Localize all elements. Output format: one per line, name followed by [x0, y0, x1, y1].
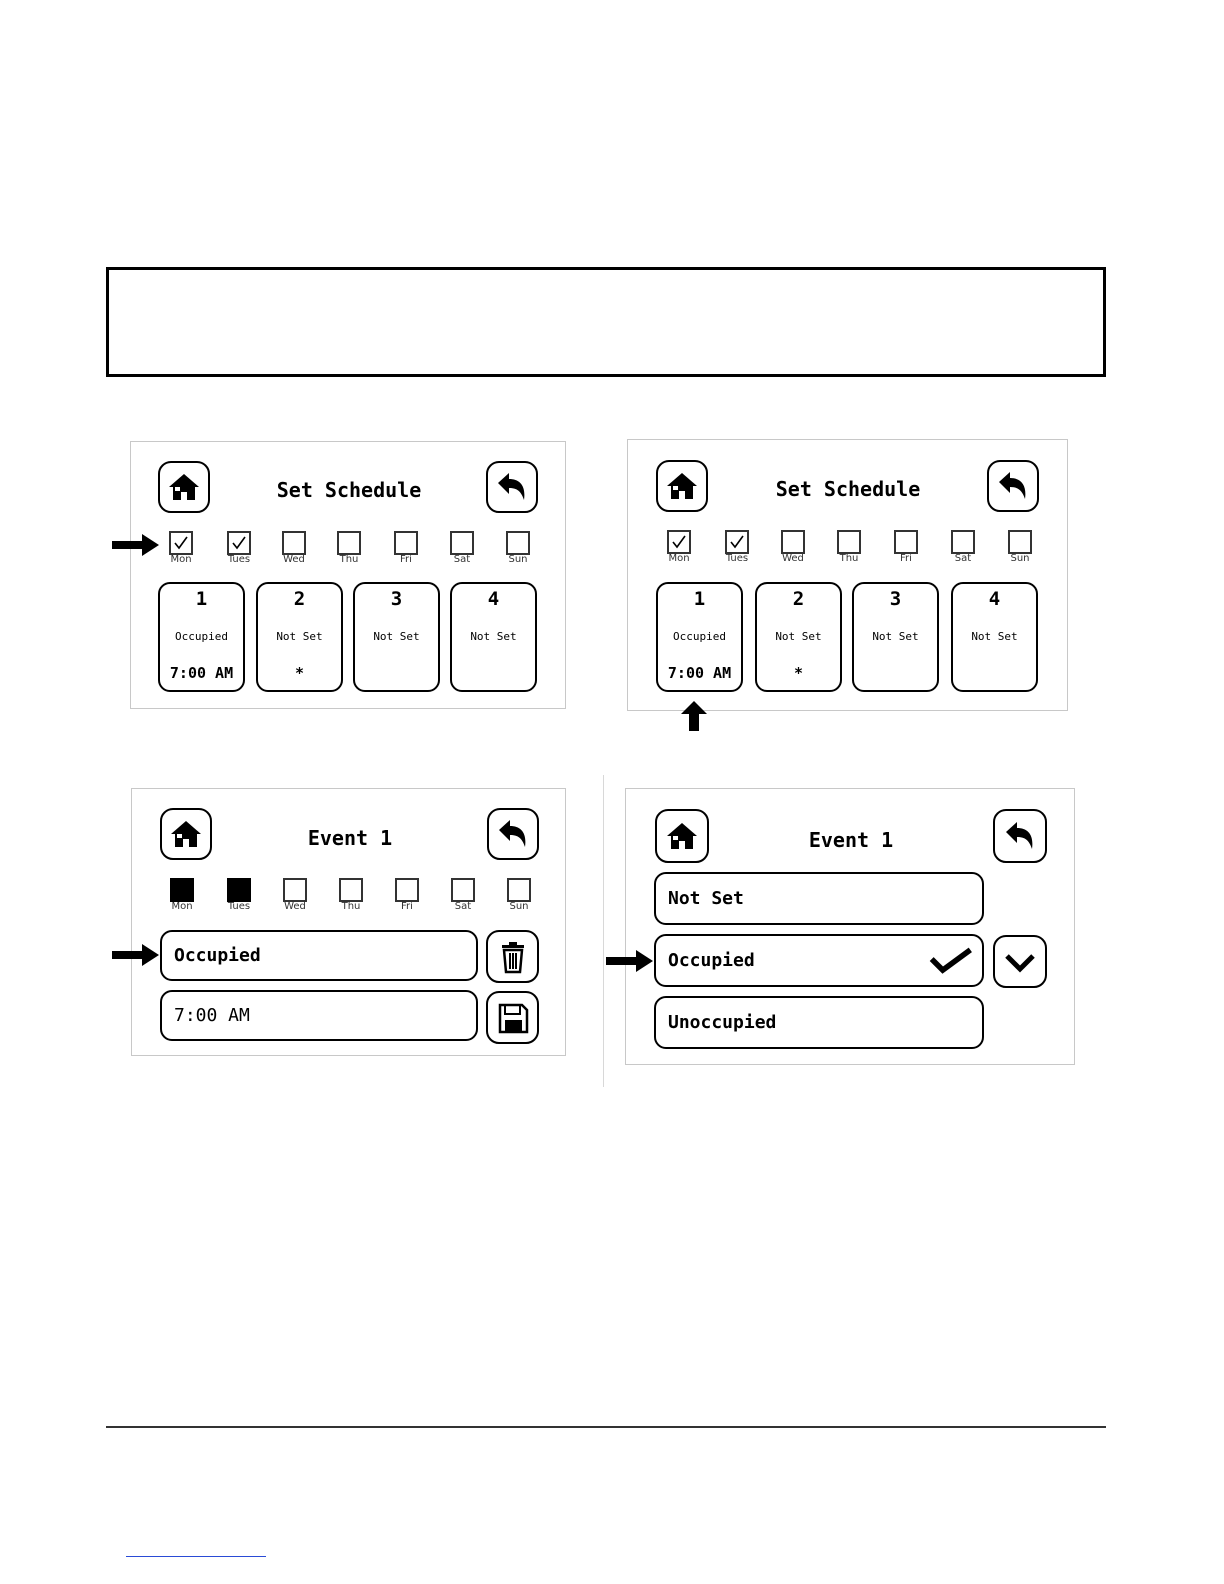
back-arrow-icon — [995, 468, 1031, 504]
day-label: Sun — [1010, 553, 1030, 564]
checkbox[interactable] — [395, 878, 419, 902]
event-card-4[interactable] — [450, 582, 537, 692]
event-number: 2 — [792, 588, 805, 610]
checkbox[interactable] — [394, 531, 418, 555]
panel-divider — [603, 775, 604, 1087]
day-label: Sat — [453, 554, 471, 565]
day-label: Mon — [668, 553, 690, 564]
delete-button[interactable] — [486, 930, 539, 983]
checkbox[interactable] — [667, 530, 691, 554]
day-label: Mon — [171, 901, 193, 912]
day-checkbox-sun[interactable] — [1007, 530, 1033, 564]
checkbox[interactable] — [170, 878, 194, 902]
event-card-2[interactable] — [755, 582, 842, 692]
note-box — [106, 267, 1106, 377]
checkmark-icon — [173, 535, 189, 551]
home-icon — [166, 469, 202, 505]
back-arrow-icon — [495, 816, 531, 852]
home-icon — [168, 816, 204, 852]
checkbox[interactable] — [507, 878, 531, 902]
save-button[interactable] — [486, 991, 539, 1044]
event-time: * — [793, 664, 804, 682]
day-label: Tues — [227, 901, 251, 912]
checkbox[interactable] — [339, 878, 363, 902]
home-button[interactable] — [158, 461, 210, 513]
day-label: Tues — [725, 553, 749, 564]
checkbox[interactable] — [1008, 530, 1032, 554]
event-number: 2 — [293, 588, 306, 610]
day-checkbox-sat[interactable] — [950, 530, 976, 564]
home-icon — [664, 818, 700, 854]
day-label: Sun — [508, 554, 528, 565]
day-checkbox-tues[interactable] — [226, 878, 252, 912]
option-not-set[interactable]: Not Set — [654, 872, 984, 925]
event-time: 7:00 AM — [169, 664, 234, 682]
event-number: 3 — [390, 588, 403, 610]
event-state: Occupied — [175, 630, 228, 643]
checkbox[interactable] — [169, 531, 193, 555]
checkbox[interactable] — [725, 530, 749, 554]
option-occupied[interactable] — [654, 934, 984, 987]
event-state: Not Set — [775, 630, 822, 643]
day-checkbox-mon[interactable] — [169, 878, 195, 912]
pointer-arrow-icon — [606, 949, 654, 973]
panel-event-1-mode-select — [625, 788, 1075, 1065]
event-card-4[interactable] — [951, 582, 1038, 692]
back-button[interactable] — [486, 461, 538, 513]
checkbox[interactable] — [894, 530, 918, 554]
event-number: 1 — [195, 588, 208, 610]
day-checkbox-sun[interactable] — [506, 878, 532, 912]
checkbox[interactable] — [450, 531, 474, 555]
checkbox[interactable] — [837, 530, 861, 554]
day-label: Sat — [454, 901, 472, 912]
event-number: 1 — [693, 588, 706, 610]
home-button[interactable] — [656, 460, 708, 512]
panel-set-schedule-1 — [130, 441, 566, 709]
checkbox[interactable] — [781, 530, 805, 554]
home-button[interactable] — [160, 808, 212, 860]
pointer-arrow-icon — [112, 533, 160, 557]
page-title: Set Schedule — [775, 477, 921, 501]
page-title: Event 1 — [808, 828, 894, 852]
day-checkbox-mon[interactable] — [168, 531, 194, 565]
day-checkbox-fri[interactable] — [893, 530, 919, 564]
scroll-down-button[interactable] — [993, 935, 1047, 988]
day-checkbox-fri[interactable] — [393, 531, 419, 565]
mode-field[interactable]: Occupied — [160, 930, 478, 981]
day-checkbox-tues[interactable] — [226, 531, 252, 565]
event-state: Occupied — [673, 630, 726, 643]
day-label: Wed — [283, 554, 305, 565]
day-checkbox-wed[interactable] — [281, 531, 307, 565]
day-checkbox-mon[interactable] — [666, 530, 692, 564]
chevron-down-icon — [1002, 944, 1038, 980]
day-label: Fri — [401, 901, 413, 912]
checkmark-icon — [928, 946, 974, 974]
back-button[interactable] — [993, 809, 1047, 863]
day-label: Sun — [509, 901, 529, 912]
page-title: Set Schedule — [276, 478, 422, 502]
day-label: Fri — [900, 553, 912, 564]
event-state: Not Set — [276, 630, 323, 643]
day-checkbox-sat[interactable] — [449, 531, 475, 565]
event-card-2[interactable] — [256, 582, 343, 692]
event-card-1[interactable] — [158, 582, 245, 692]
checkbox[interactable] — [451, 878, 475, 902]
day-checkbox-thu[interactable] — [338, 878, 364, 912]
pointer-arrow-icon — [112, 943, 160, 967]
event-number: 4 — [988, 588, 1001, 610]
event-number: 3 — [889, 588, 902, 610]
day-label: Thu — [339, 554, 359, 565]
day-label: Wed — [782, 553, 804, 564]
page-title: Event 1 — [307, 826, 393, 850]
home-button[interactable] — [655, 809, 709, 863]
day-label: Tues — [227, 554, 251, 565]
pointer-arrow-icon — [680, 701, 708, 731]
day-label: Thu — [341, 901, 361, 912]
back-arrow-icon — [1002, 818, 1038, 854]
checkbox[interactable] — [282, 531, 306, 555]
footer-link-underline[interactable] — [126, 1556, 266, 1557]
day-checkbox-sun[interactable] — [505, 531, 531, 565]
panel-set-schedule-2 — [627, 439, 1068, 711]
day-checkbox-fri[interactable] — [394, 878, 420, 912]
option-unoccupied[interactable]: Unoccupied — [654, 996, 984, 1049]
event-state: Not Set — [470, 630, 517, 643]
checkbox[interactable] — [283, 878, 307, 902]
time-field[interactable]: 7:00 AM — [160, 990, 478, 1041]
day-checkbox-wed[interactable] — [780, 530, 806, 564]
option-label: Occupied — [668, 950, 755, 971]
event-state: Not Set — [872, 630, 919, 643]
day-checkbox-tues[interactable] — [724, 530, 750, 564]
event-card-3[interactable] — [852, 582, 939, 692]
day-label: Thu — [839, 553, 859, 564]
event-card-3[interactable] — [353, 582, 440, 692]
checkbox[interactable] — [337, 531, 361, 555]
back-arrow-icon — [494, 469, 530, 505]
day-checkbox-thu[interactable] — [336, 531, 362, 565]
back-button[interactable] — [487, 808, 539, 860]
home-icon — [664, 468, 700, 504]
event-time: 7:00 AM — [667, 664, 732, 682]
checkbox[interactable] — [506, 531, 530, 555]
day-checkbox-thu[interactable] — [836, 530, 862, 564]
event-state: Not Set — [373, 630, 420, 643]
day-label: Mon — [170, 554, 192, 565]
day-checkbox-sat[interactable] — [450, 878, 476, 912]
event-card-1[interactable] — [656, 582, 743, 692]
checkmark-icon — [231, 535, 247, 551]
checkmark-icon — [671, 534, 687, 550]
event-number: 4 — [487, 588, 500, 610]
event-time: * — [294, 664, 305, 682]
trash-icon — [495, 939, 531, 975]
back-button[interactable] — [987, 460, 1039, 512]
checkbox[interactable] — [951, 530, 975, 554]
event-state: Not Set — [971, 630, 1018, 643]
checkbox[interactable] — [227, 878, 251, 902]
day-label: Sat — [954, 553, 972, 564]
footer-rule — [106, 1426, 1106, 1428]
save-icon — [495, 1000, 531, 1036]
day-label: Wed — [284, 901, 306, 912]
day-label: Fri — [400, 554, 412, 565]
panel-event-1-edit — [131, 788, 566, 1056]
checkbox[interactable] — [227, 531, 251, 555]
checkmark-icon — [729, 534, 745, 550]
day-checkbox-wed[interactable] — [282, 878, 308, 912]
